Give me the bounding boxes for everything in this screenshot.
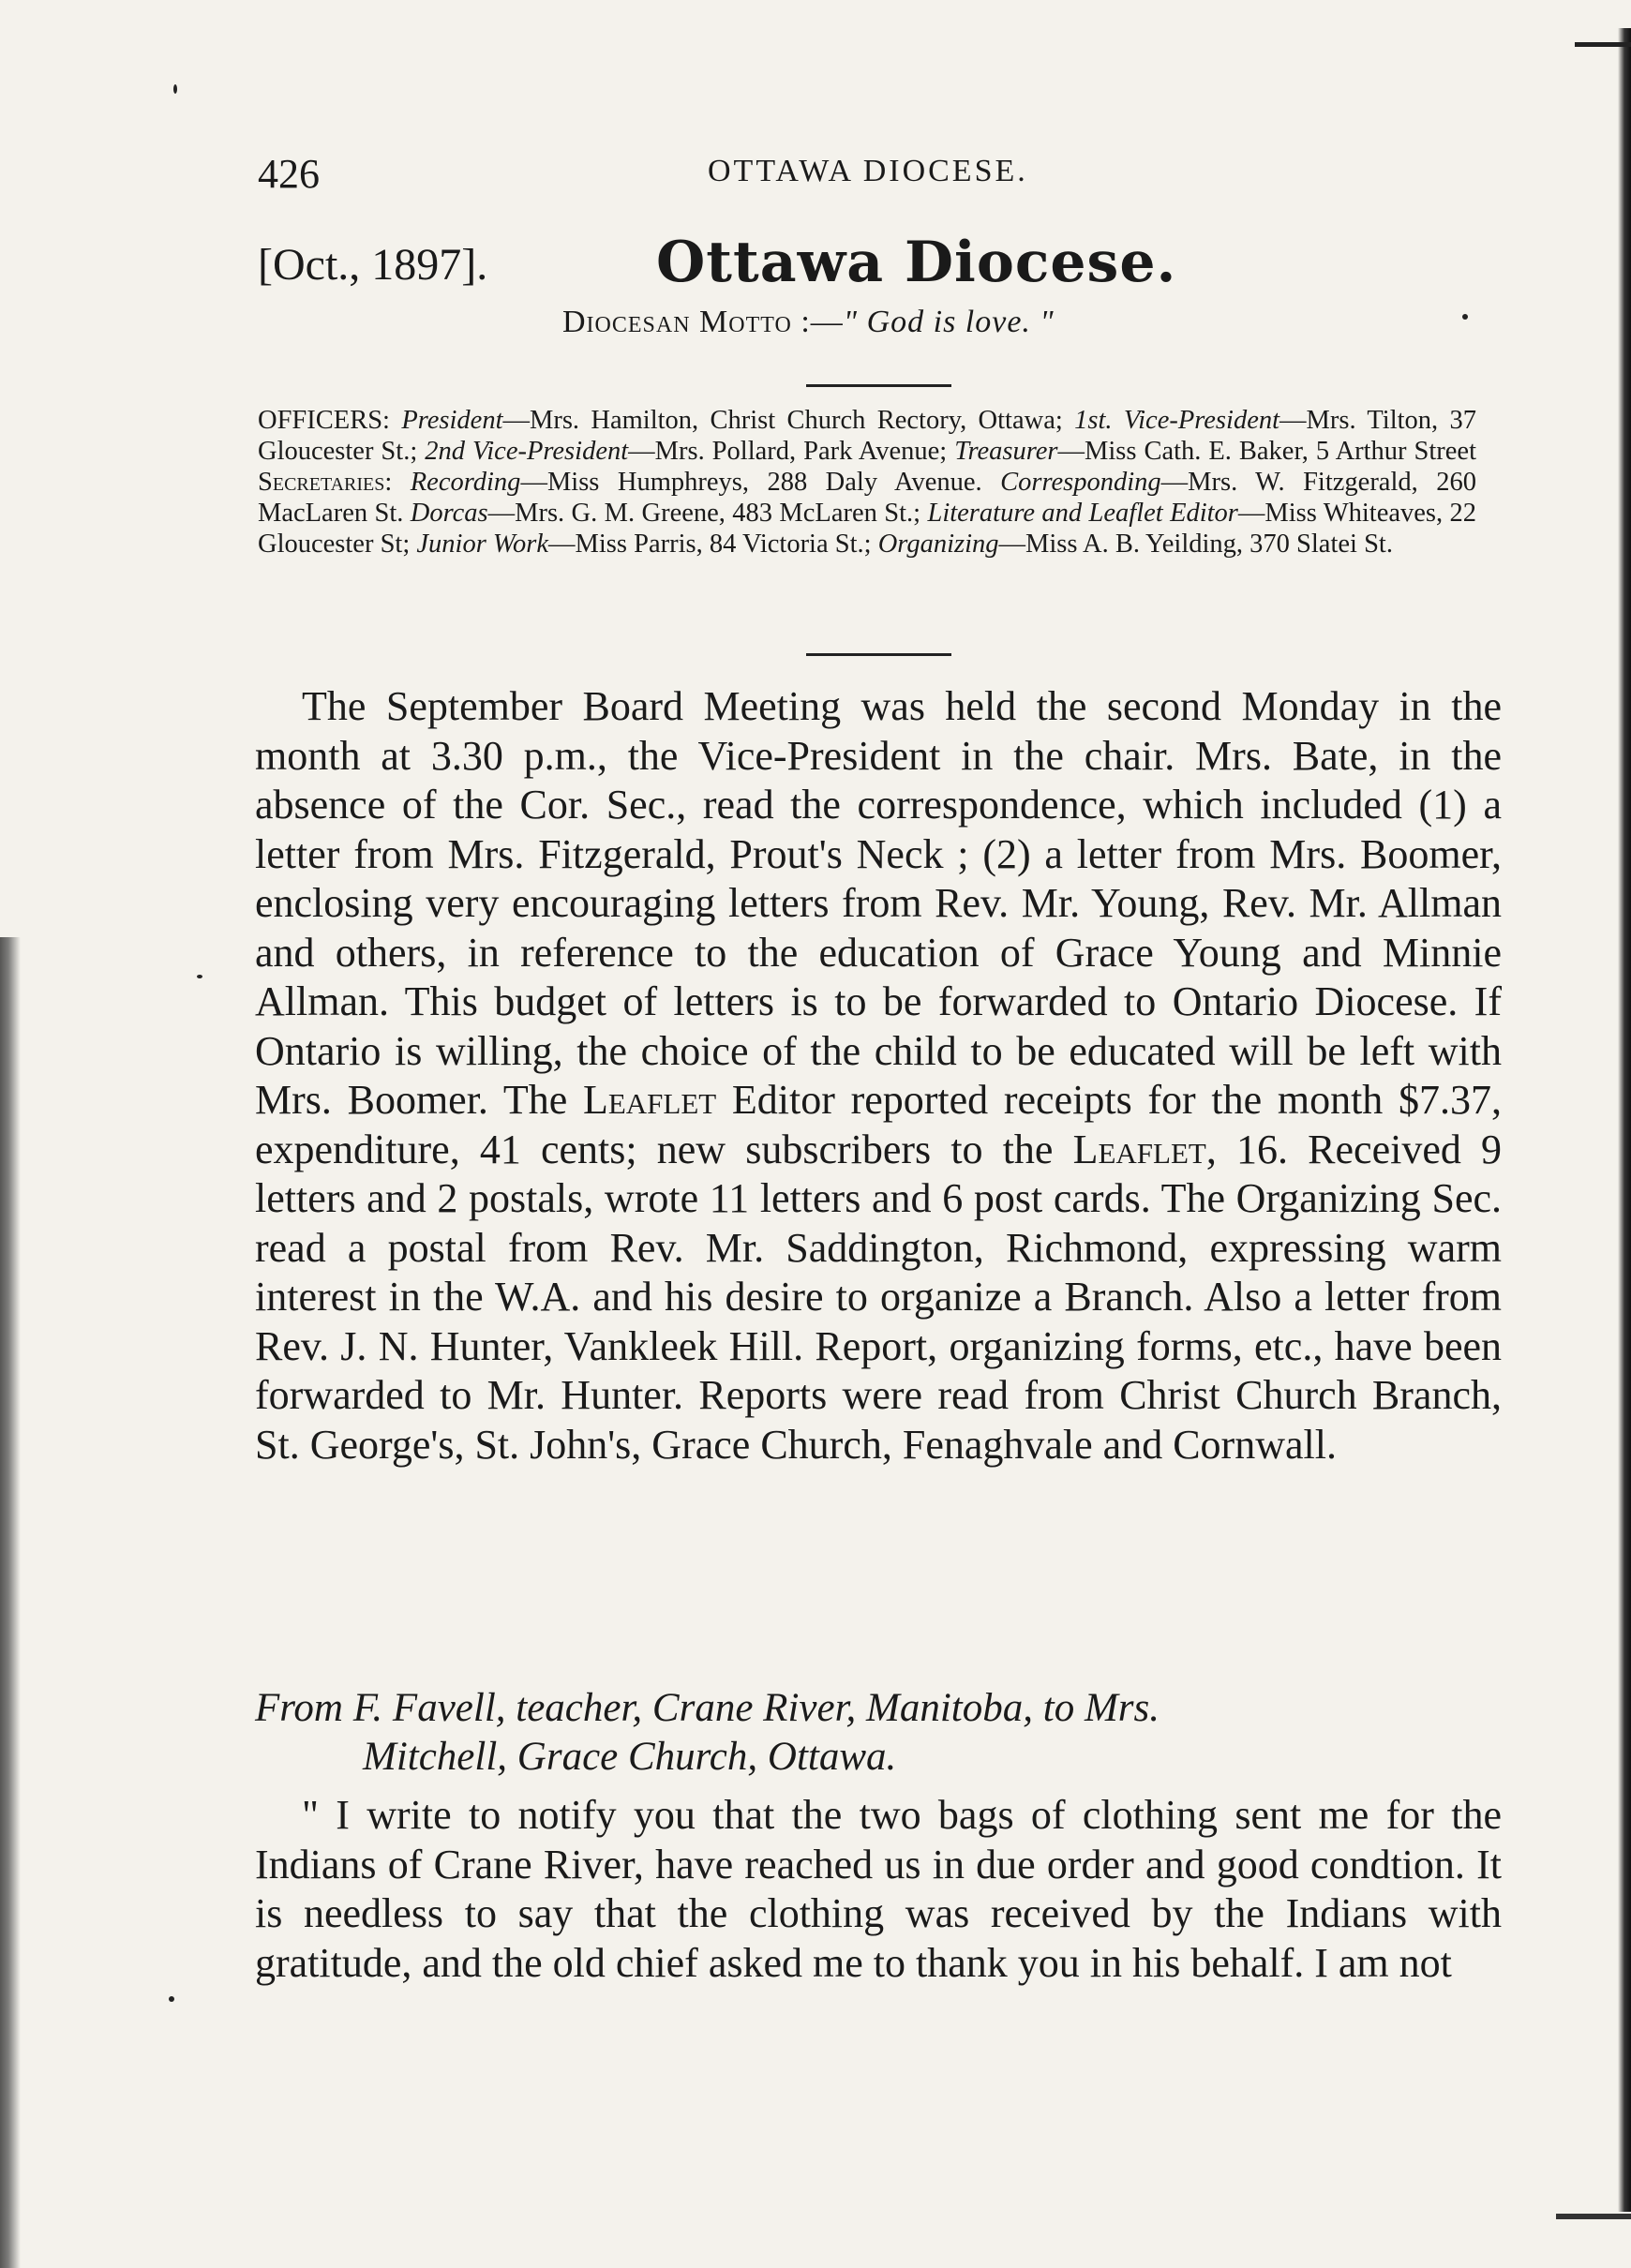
officer-entry: —Mrs. Pollard, Park Avenue; [628, 437, 948, 466]
running-title: OTTAWA DIOCESE. [708, 154, 1028, 188]
officer-role: Dorcas [410, 499, 488, 528]
letter-heading-line: From F. Favell, teacher, Crane River, Manitoba, to Mrs. [255, 1686, 1160, 1730]
scan-speck [1462, 314, 1468, 320]
divider-rule [806, 653, 951, 656]
officer-role: Junior Work [416, 530, 549, 559]
officer-role: President [401, 406, 503, 435]
officer-role: Organizing [877, 530, 999, 559]
letter-heading [255, 1684, 1502, 1782]
officer-entry: —Mrs. W. Fitzgerald, 260 MacLaren St. [258, 468, 1476, 528]
report-text: The September Board Meeting was held the second Monday in the month at 3.30 p.m., the Vice-President in the chair. Mrs. Bate, in the absence of the Cor. Sec., read the correspondence, which included (1) a letter from Mrs. Fitzgerald, Prout's Neck ; (2) a letter from Mrs. Boomer, enclosing very encouraging letters from Rev. Mr. Young, Rev. Mr. Allman and others, in reference to the education of Grace Young and Minnie Allman. This budget of letters is to be forwarded to Ontario Diocese. If Ontario is willing, the choice of the child to be educated will be left with Mrs. Boomer. The [255, 683, 1502, 1123]
officer-entry: —Mrs. Tilton, 37 Gloucester St.; [258, 406, 1477, 466]
officer-role: Corresponding [1000, 468, 1161, 497]
secretaries-label: Secretaries: [258, 468, 393, 497]
letter-heading-line: Mitchell, Grace Church, Ottawa. [363, 1735, 897, 1779]
officer-entry: —Miss Humphreys, 288 Daly Avenue. [520, 468, 982, 497]
officer-role: 2nd Vice-President [425, 437, 629, 466]
officer-role: Literature and Leaflet Editor [927, 499, 1238, 528]
motto-text: " God is love. " [843, 305, 1055, 339]
report-text: Editor reported receipts for the month $7.37, expenditure, 41 cents; new subscribers to the [255, 1077, 1503, 1172]
officer-entry: —Mrs. G. M. Greene, 483 McLaren St.; [487, 499, 921, 528]
section-heading [258, 230, 1495, 295]
scan-mark [1575, 42, 1631, 47]
section-title: Ottawa Diocese. [656, 230, 1177, 295]
scan-speck [173, 84, 177, 94]
officer-role: 1st. Vice-President [1074, 406, 1280, 435]
scan-speck [169, 1996, 174, 2002]
officer-role: Recording [410, 468, 521, 497]
scan-edge-shadow-left [0, 937, 21, 2268]
scan-speck [197, 975, 202, 978]
issue-date: [Oct., 1897]. [258, 240, 488, 290]
diocesan-motto [562, 305, 1055, 340]
scan-mark [1556, 2214, 1631, 2219]
officers-label: OFFICERS: [258, 406, 390, 435]
officer-entry: —Miss Parris, 84 Victoria St.; [548, 530, 872, 559]
officer-entry: —Miss Cath. E. Baker, 5 Arthur Street [1057, 437, 1477, 466]
letter-body: " I write to notify you that the two bags of clothing sent me for the Indians of Crane River, have reached us in due order and good condtion. It is needless to say that the clothing was received by the Indians with gratitude, and the old chief asked me to thank you in his behalf. I am not [255, 1792, 1502, 1986]
leaflet-name: Leaflet [1072, 1126, 1206, 1172]
report-text: , 16. Received 9 letters and 2 postals, wrote 11 letters and 6 post cards. The Organizing Sec. read a postal from Rev. Mr. Saddington, Richmond, expressing warm interest in the W.A. and his desire to organize a Branch. Also a letter from Rev. J. N. Hunter, Vankleek Hill. Report, organizing forms, etc., have been forwarded to Mr. Hunter. Reports were read from Christ Church Branch, St. George's, St. John's, Grace Church, Fenaghvale and Cornwall. [255, 1126, 1502, 1468]
motto-label: Diocesan Motto :— [562, 305, 844, 339]
officer-entry: —Mrs. Hamilton, Christ Church Rectory, Ottawa; [502, 406, 1063, 435]
officer-entry: —Miss Whiteaves, 22 Gloucester St; [258, 499, 1477, 559]
leaflet-name: Leaflet [582, 1077, 717, 1123]
officer-entry: —Miss A. B. Yeilding, 370 Slatei St. [998, 530, 1393, 559]
officers-list [258, 405, 1476, 560]
scan-edge-shadow-right [1618, 28, 1631, 2212]
running-head [258, 150, 1495, 202]
board-meeting-report [255, 682, 1502, 1470]
page-number: 426 [258, 151, 320, 197]
divider-rule [806, 384, 951, 387]
officer-role: Treasurer [954, 437, 1058, 466]
